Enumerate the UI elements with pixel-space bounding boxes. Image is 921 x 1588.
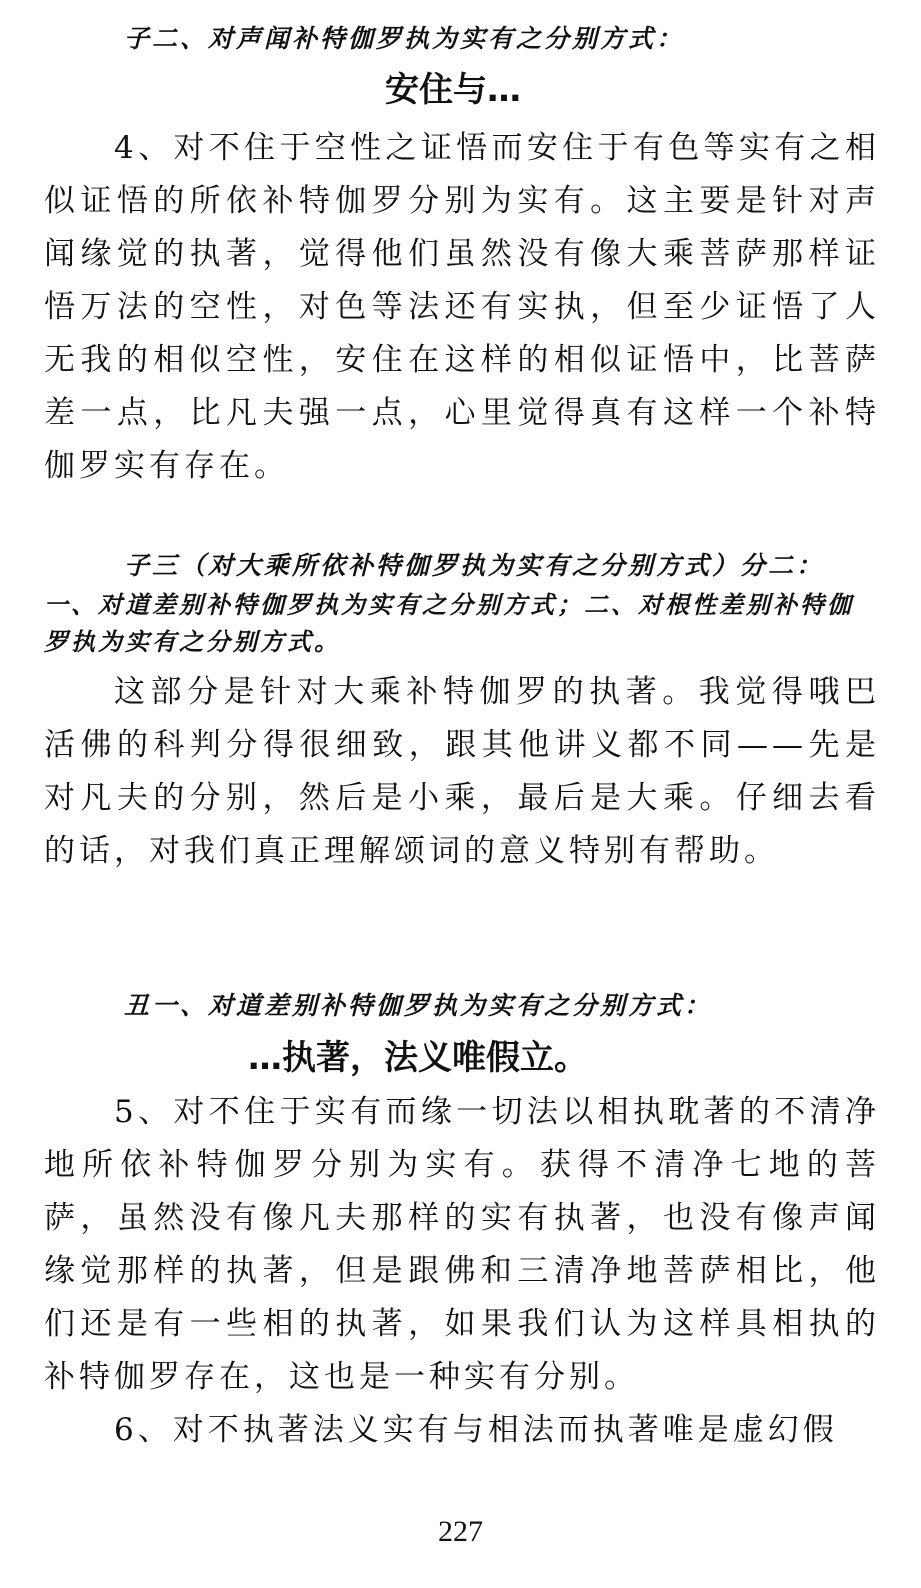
- paragraph-2: 这部分是针对大乘补特伽罗的执著。我觉得哦巴活佛的科判分得很细致，跟其他讲义都不同——先是对凡夫的分别，然后是小乘，最后是大乘。仔细去看的话，对我们真正理解颂词的意义特别有帮助。: [44, 674, 880, 869]
- verse-line-1: 安住与…: [385, 70, 521, 110]
- section-heading-zi-san: 子三（对大乘所依补特伽罗执为实有之分别方式）分二：: [124, 551, 825, 580]
- section-heading-chou-yi: 丑一、对道差别补特伽罗执为实有之分别方式：: [124, 991, 713, 1020]
- page-number: 227: [438, 1515, 483, 1548]
- paragraph-4: 6、对不执著法义实有与相法而执著唯是虚幻假: [114, 1412, 838, 1448]
- verse-line-2: …执著，法义唯假立。: [248, 1038, 588, 1078]
- paragraph-3: 5、对不住于实有而缘一切法以相执耽著的不清净地所依补特伽罗分别为实有。获得不清净七地的菩萨，虽然没有像凡夫那样的实有执著，也没有像声闻缘觉那样的执著，但是跟佛和三清净地菩萨相比，他们还是有一些相的执著，如果我们认为这样具相执的补特伽罗存在，这也是一种实有分别。: [44, 1094, 880, 1395]
- paragraph-1: 4、对不住于空性之证悟而安住于有色等实有之相似证悟的所依补特伽罗分别为实有。这主要是针对声闻缘觉的执著，觉得他们虽然没有像大乘菩萨那样证悟万法的空性，对色等法还有实执，但至少证悟了人无我的相似空性，安住在这样的相似证悟中，比菩萨差一点，比凡夫强一点，心里觉得真有这样一个补特伽罗实有存在。: [44, 130, 880, 484]
- section-heading-zi-er: 子二、对声闻补特伽罗执为实有之分别方式：: [124, 24, 685, 53]
- section-heading-zi-san-subdivisions: 一、对道差别补特伽罗执为实有之分别方式；二、对根性差别补特伽罗执为实有之分别方式。: [44, 590, 854, 656]
